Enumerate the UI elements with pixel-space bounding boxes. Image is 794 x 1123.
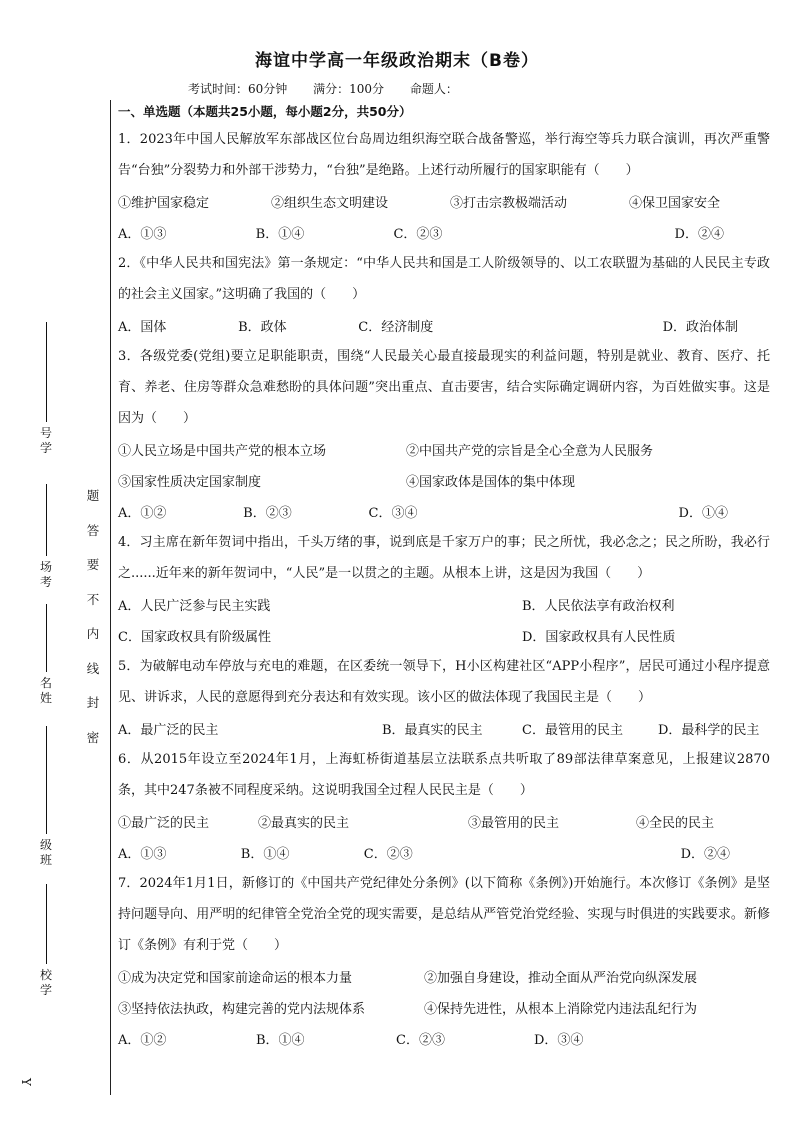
binding-line	[110, 100, 111, 1095]
statement-row	[118, 186, 770, 217]
school-field[interactable]	[38, 880, 54, 998]
question-3	[118, 341, 770, 527]
option[interactable]: B．②③	[243, 506, 292, 521]
option-row	[118, 620, 770, 651]
option-row	[118, 310, 770, 341]
option-row	[118, 589, 770, 620]
question-4	[118, 527, 770, 651]
option[interactable]: B．最真实的民主	[382, 723, 483, 738]
seal-line-text	[85, 488, 101, 764]
statement: ③坚持依法执政，构建完善的党内法规体系	[118, 1002, 366, 1017]
option[interactable]: B．①④	[255, 227, 305, 242]
statement-row	[118, 961, 770, 992]
option[interactable]: A．①②	[118, 506, 167, 521]
student-no-underline	[46, 322, 47, 422]
class-field[interactable]	[38, 722, 54, 868]
option[interactable]: A．①②	[118, 1033, 167, 1048]
option[interactable]: A．最广泛的民主	[118, 723, 219, 738]
statement: ③最管用的民主	[468, 816, 560, 831]
statement: ①成为决定党和国家前途命运的根本力量	[118, 971, 353, 986]
option-row	[118, 496, 770, 527]
question-stem: 1．2023年中国人民解放军东部战区位台岛周边组织海空联合战备警巡，举行海空等兵力联合演训，再次严重警告“台独”分裂势力和外部干涉势力，“台独”是绝路。上述行动所履行的国家职能有（ ）	[118, 132, 770, 178]
option[interactable]: D．政治体制	[662, 320, 739, 335]
statement: ③国家性质决定国家制度	[118, 475, 262, 490]
seal-char: 要	[86, 557, 100, 572]
name-field[interactable]	[38, 600, 54, 706]
class-underline	[46, 726, 47, 834]
option[interactable]: D．国家政权具有人民性质	[522, 630, 676, 645]
seal-char: 内	[86, 626, 100, 641]
option[interactable]: C．国家政权具有阶级属性	[118, 630, 271, 645]
question-list	[118, 124, 770, 1054]
statement: ②最真实的民主	[258, 816, 350, 831]
school-underline	[46, 884, 47, 964]
corner-mark: Y	[18, 1078, 33, 1086]
section-heading: 一、单选题（本题共25小题，每小题2分，共50分）	[118, 104, 412, 119]
question-stem: 3．各级党委(党组)要立足职能职责，围绕“人民最关心最直接最现实的利益问题，特别是就业、教育、医疗、托育、养老、住房等群众急难愁盼的具体问题”突出重点、直击要害，结合实际确定调研内容，为百姓做实事。这是因为（ ）	[118, 349, 770, 426]
option[interactable]: C．②③	[393, 227, 443, 242]
full-score: 满分：100分	[313, 82, 385, 96]
seal-char: 题	[86, 488, 100, 503]
option[interactable]: B．人民依法享有政治权利	[522, 599, 675, 614]
exam-room-field[interactable]	[38, 480, 54, 590]
option[interactable]: B．①④	[240, 847, 290, 862]
option[interactable]: B．政体	[238, 320, 287, 335]
exam-room-underline	[46, 484, 47, 556]
option[interactable]: A．①③	[118, 847, 167, 862]
option[interactable]: D．②④	[680, 847, 730, 862]
statement: ④国家政体是国体的集中体现	[406, 475, 576, 490]
option[interactable]: A．人民广泛参与民主实践	[118, 599, 271, 614]
statement-row	[118, 465, 770, 496]
statement: ①最广泛的民主	[118, 816, 210, 831]
statement-row	[118, 992, 770, 1023]
question-6	[118, 744, 770, 868]
statement: ④全民的民主	[636, 816, 715, 831]
statement: ③打击宗教极端活动	[450, 196, 568, 211]
statement: ①人民立场是中国共产党的根本立场	[118, 444, 327, 459]
statement: ④保持先进性，从根本上消除党内违法乱纪行为	[424, 1002, 698, 1017]
author: 命题人：	[409, 82, 458, 96]
option-row	[118, 217, 770, 248]
page-title: 海谊中学高一年级政治期末（B卷）	[255, 51, 539, 71]
question-2	[118, 248, 770, 341]
class-label: 级 班	[39, 838, 52, 867]
seal-char: 不	[86, 591, 100, 607]
seal-char: 密	[86, 729, 100, 745]
name-underline	[46, 604, 47, 672]
question-stem: 7．2024年1月1日，新修订的《中国共产党纪律处分条例》(以下简称《条例》)开始施行。本次修订《条例》是坚持问题导向、用严明的纪律管全党治全党的现实需要，是总结从严管党治党经验、实现与时俱进的实践要求。新修订《条例》有利于党（ ）	[118, 876, 770, 953]
option[interactable]: D．③④	[534, 1033, 584, 1048]
question-7	[118, 868, 770, 1054]
option[interactable]: D．最科学的民主	[658, 723, 760, 738]
option[interactable]: A．国体	[118, 320, 167, 335]
name-label: 名 姓	[39, 676, 52, 705]
statement: ②中国共产党的宗旨是全心全意为人民服务	[406, 444, 654, 459]
option[interactable]: A．①③	[118, 227, 167, 242]
exam-time: 考试时间：60分钟	[188, 82, 288, 96]
question-5	[118, 651, 770, 744]
question-stem: 2．《中华人民共和国宪法》第一条规定：“中华人民共和国是工人阶级领导的、以工农联盟为基础的人民民主专政的社会主义国家。”这明确了我国的（ ）	[118, 256, 770, 302]
statement: ②组织生态文明建设	[271, 196, 389, 211]
option[interactable]: C．经济制度	[358, 320, 434, 335]
student-no-field[interactable]	[38, 318, 54, 456]
question-1	[118, 124, 770, 248]
option[interactable]: D．①④	[678, 506, 728, 521]
option-row	[118, 713, 770, 744]
option-row	[118, 1023, 770, 1054]
option[interactable]: C．③④	[368, 506, 418, 521]
question-stem: 4．习主席在新年贺词中指出，千头万绪的事，说到底是千家万户的事；民之所忧，我必念之；民之所盼，我必行之......近年来的新年贺词中，“人民”是一以贯之的主题。从根本上讲，这是因为我国（ ）	[118, 535, 770, 581]
seal-char: 答	[86, 522, 100, 538]
statement-row	[118, 434, 770, 465]
seal-char: 封	[86, 695, 100, 710]
exam-room-label: 场 考	[39, 560, 52, 589]
option[interactable]: D．②④	[674, 227, 724, 242]
exam-meta	[188, 80, 480, 97]
option-row	[118, 837, 770, 868]
seal-char: 线	[86, 660, 100, 676]
question-stem: 6．从2015年设立至2024年1月，上海虹桥街道基层立法联系点共听取了89部法律草案意见，上报建议2870条，其中247条被不同程度采纳。这说明我国全过程人民民主是（ ）	[118, 752, 770, 798]
option[interactable]: C．最管用的民主	[522, 723, 623, 738]
option[interactable]: C．②③	[396, 1033, 445, 1048]
statement: ②加强自身建设，推动全面从严治党向纵深发展	[424, 971, 698, 986]
question-stem: 5．为破解电动车停放与充电的难题，在区委统一领导下，H小区构建社区“APP小程序”，居民可通过小程序提意见、讲诉求，人民的意愿得到充分表达和有效实现。该小区的做法体现了我国民主是（ ）	[118, 659, 770, 705]
option[interactable]: C．②③	[363, 847, 413, 862]
statement: ①维护国家稳定	[118, 196, 210, 211]
option[interactable]: B．①④	[256, 1033, 305, 1048]
statement-row	[118, 806, 770, 837]
statement: ④保卫国家安全	[629, 196, 721, 211]
school-label: 校 学	[39, 968, 52, 997]
student-no-label: 号 学	[39, 426, 52, 455]
